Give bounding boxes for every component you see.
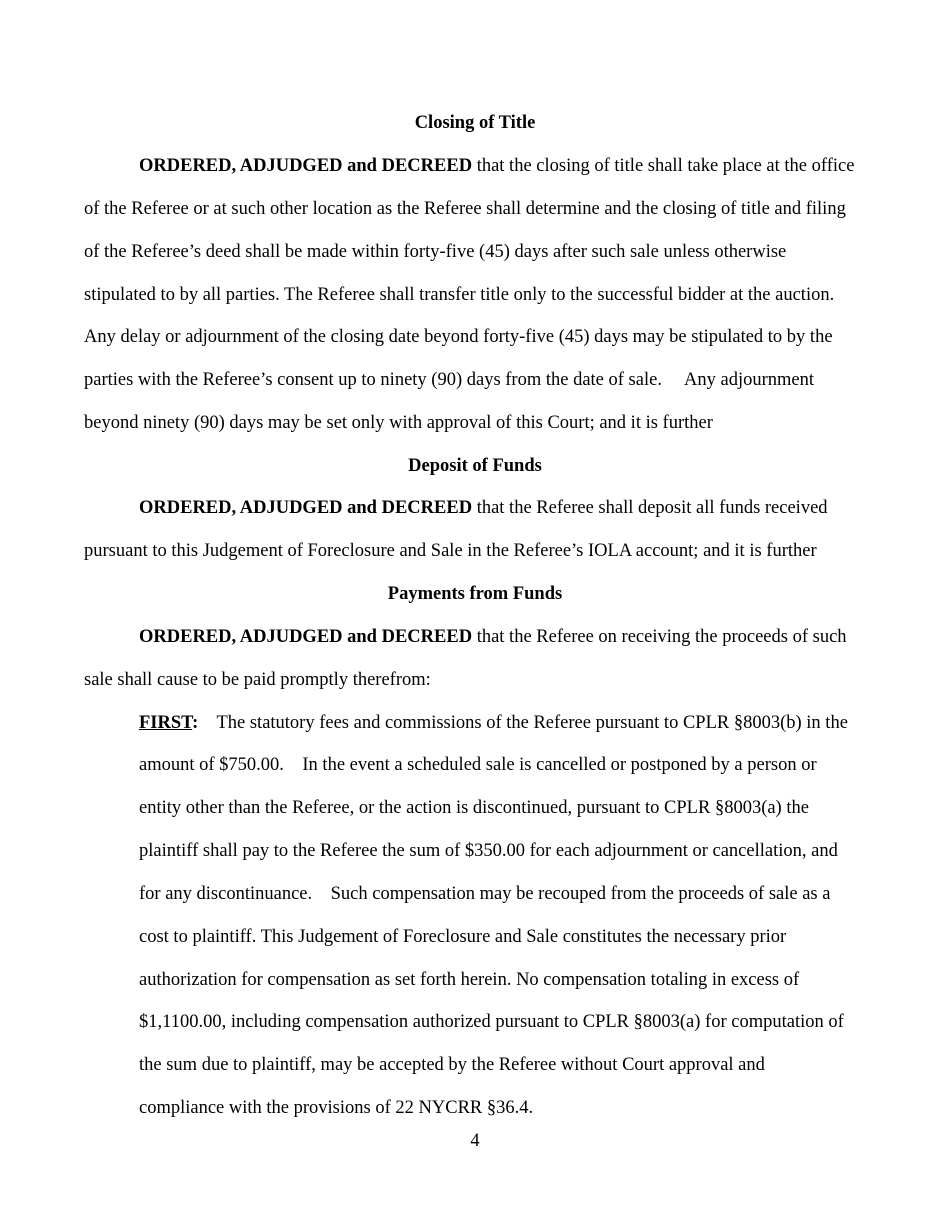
payments-paragraph-line: sale shall cause to be paid promptly therefrom:	[84, 670, 431, 690]
closing-paragraph-line: beyond ninety (90) days may be set only with approval of this Court; and it is further	[84, 413, 713, 433]
deposit-paragraph-line	[139, 498, 828, 518]
closing-text: that the closing of title shall take place at the office	[472, 156, 855, 176]
first-item-line: entity other than the Referee, or the action is discontinued, pursuant to CPLR §8003(a) the	[139, 798, 809, 818]
first-item-line: cost to plaintiff. This Judgement of Foreclosure and Sale constitutes the necessary prior	[139, 927, 787, 947]
first-item-line	[139, 713, 848, 733]
first-item-line: compliance with the provisions of 22 NYCRR §36.4.	[139, 1098, 534, 1118]
first-item-line: plaintiff shall pay to the Referee the sum of $350.00 for each adjournment or cancellation, and	[139, 841, 838, 861]
closing-paragraph-line: of the Referee’s deed shall be made within forty-five (45) days after such sale unless otherwise	[84, 242, 787, 262]
heading-deposit-of-funds: Deposit of Funds	[408, 456, 542, 476]
ordered-adjudged-decreed-lead: ORDERED, ADJUDGED and DECREED	[139, 156, 473, 176]
first-label: FIRST	[139, 713, 193, 733]
payments-paragraph-line	[139, 627, 847, 647]
first-item-text: The statutory fees and commissions of the Referee pursuant to CPLR §8003(b) in the	[198, 713, 848, 733]
heading-payments-from-funds: Payments from Funds	[387, 584, 563, 604]
closing-paragraph-line: Any delay or adjournment of the closing date beyond forty-five (45) days may be stipulated to by the	[84, 327, 833, 347]
first-item-line: $1,1100.00, including compensation authorized pursuant to CPLR §8003(a) for computation of	[139, 1012, 844, 1032]
first-item-line: the sum due to plaintiff, may be accepted by the Referee without Court approval and	[139, 1055, 765, 1075]
first-label-colon: :	[192, 713, 199, 733]
closing-paragraph-line: parties with the Referee’s consent up to ninety (90) days from the date of sale. Any adjournment	[84, 370, 815, 390]
page-number: 4	[470, 1131, 480, 1151]
deposit-text: that the Referee shall deposit all funds received	[472, 498, 828, 518]
ordered-adjudged-decreed-lead: ORDERED, ADJUDGED and DECREED	[139, 498, 473, 518]
deposit-paragraph-line: pursuant to this Judgement of Foreclosure and Sale in the Referee’s IOLA account; and it is further	[84, 541, 817, 561]
closing-paragraph-line: stipulated to by all parties. The Referee shall transfer title only to the successful bidder at the auction.	[84, 285, 835, 305]
first-item-line: for any discontinuance. Such compensation may be recouped from the proceeds of sale as a	[139, 884, 831, 904]
first-item-line: authorization for compensation as set forth herein. No compensation totaling in excess of	[139, 970, 800, 990]
payments-text: that the Referee on receiving the proceeds of such	[472, 627, 847, 647]
heading-closing-of-title: Closing of Title	[414, 113, 536, 133]
closing-paragraph-line	[139, 156, 854, 176]
ordered-adjudged-decreed-lead: ORDERED, ADJUDGED and DECREED	[139, 627, 473, 647]
first-item-line: amount of $750.00. In the event a scheduled sale is cancelled or postponed by a person or	[139, 755, 817, 775]
closing-paragraph-line: of the Referee or at such other location as the Referee shall determine and the closing of title and filing	[84, 199, 846, 219]
